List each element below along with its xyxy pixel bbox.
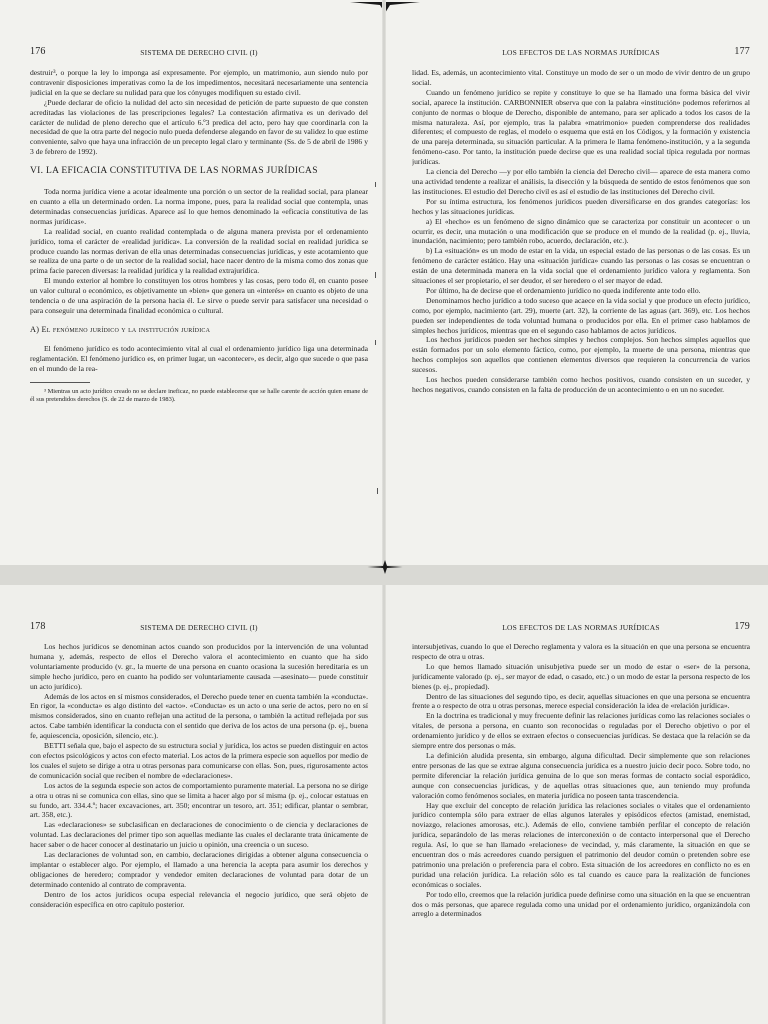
running-head: LOS EFECTOS DE LAS NORMAS JURÍDICAS: [502, 623, 660, 632]
page-number: 177: [734, 46, 750, 57]
crop-mark-middle-icon: [350, 560, 420, 574]
paragraph: Denominamos hecho jurídico a todo suceso que acaece en la vida social y que produce un efecto jurídico, como, por ejemplo, nacimiento (art. 29), muerte (art. 32), la corriente de las aguas (art. 369), etc. Los hechos pueden ser independientes de toda voluntad humana o producidos por ella. En el primer caso hablamos de simples hechos jurídicos, mientras que en el segundo caso hablamos de actos jurídicos.: [412, 295, 750, 335]
paragraph: Dentro de las situaciones del segundo tipo, es decir, aquellas situaciones en que una persona se encuentra frente a o respecto de otra u otras personas, merece especial consideración la idea de «relación jurídica».: [412, 691, 750, 711]
page-number: 176: [30, 46, 46, 57]
paragraph: intersubjetivas, cuando lo que el Derecho reglamenta y valora es la situación en que una persona se encuentra respecto de otra u otras.: [412, 642, 750, 661]
page-number: 179: [734, 621, 750, 632]
page-177: [412, 46, 750, 546]
bottom-spread: [0, 585, 768, 1024]
paragraph: El mundo exterior al hombre lo constituyen los otros hombres y las cosas, pero todo él, en cuanto posee un valor cultural o económico, es objetivamente un «bien» que genera un «interés» en cuanto es objeto de una tendencia o de una aspiración de la persona hacia él. Le sirve o puede servir para satisfacer una necesidad o para conseguir una determinada finalidad económica o cultural.: [30, 276, 368, 315]
page-179: [412, 621, 750, 1024]
running-head: SISTEMA DE DERECHO CIVIL (I): [140, 48, 258, 57]
paragraph: Por último, ha de decirse que el ordenamiento jurídico no queda indiferente ante todo ello.: [426, 285, 701, 295]
gutter: [382, 0, 386, 565]
paragraph: a) El «hecho» es un fenómeno de signo dinámico que se caracteriza por constituir un acontecer o un ocurrir, es decir, una mutación o una modificación que se produce en el mundo de la realidad (p. ej., lluvia, inundación, nacimiento; pero también robo, acuerdo, declaración, etc.).: [412, 216, 750, 246]
paragraph: Los hechos pueden considerarse también como hechos positivos, cuando consisten en un suceder, y hechos negativos, cuando consisten en la falta de producción de un acontecimiento o en un no suceder.: [412, 375, 750, 394]
paragraph: destruir³, o porque la ley lo imponga así expresamente. Por ejemplo, un matrimonio, aun siendo nulo por contravenir disposiciones imperativas como la de los impedimentos, necesitará necesariamente una sentencia judicial en la que se declare su nulidad para que los cónyuges modifiquen su estado civil.: [30, 68, 368, 97]
paragraph: lidad. Es, además, un acontecimiento vital. Constituye un modo de ser o un modo de vivir dentro de un grupo social.: [412, 68, 750, 87]
page-body: [30, 68, 368, 404]
paragraph: En la doctrina es tradicional y muy frecuente definir las relaciones jurídicas como las relaciones sociales o vitales, de persona a persona, en cuanto son reconocidas o reguladas por el Derecho objetivo o por el ordenamiento jurídico y de ellos se extraen efectos o consecuencias jurídicas. Se destaca que la relación se da siempre entre dos personas o más.: [412, 711, 750, 751]
paragraph: Dentro de los actos jurídicos ocupa especial relevancia el negocio jurídico, que será objeto de consideración específica en otro capítulo posterior.: [30, 889, 368, 909]
paragraph: Además de los actos en sí mismos considerados, el Derecho puede tener en cuenta también la «conducta». En rigor, la «conducta» es algo distinto del «acto». «Conducta» es un acto o una serie de actos, pero no en sí mismos considerados, sino en cuanto reflejan una actitud de la persona, o también la actitud reflejada por sus actos. Cabe también identificar la conducta con el sentido que deriva de los actos de una persona (p. ej., buena fe, aquiescencia, oposición, silencio, etc.).: [30, 691, 368, 741]
paragraph: b) La «situación» es un modo de estar en la vida, un especial estado de las personas o de las cosas. Es un fenómeno de carácter estático. Hay una «situación jurídica» cuando las personas o las cosas se encuentran o están de una determinada manera en la vida social que el ordenamiento jurídico valora y reglamenta. Son situaciones el ser propietario, el ser deudor, el ser heredero o el ser mayor de edad.: [412, 246, 750, 286]
paragraph: Los hechos jurídicos se denominan actos cuando son producidos por la intervención de una voluntad humana y, además, respecto de ellos el Derecho valora el acontecimiento en cuanto que ha sido voluntariamente producido (v. gr., la muerte de una persona en cuanto ocasiona la sucesión hereditaria es un simple hecho jurídico, pero en cuanto ha podido ser voluntariamente causada —asesinato— puede constituir un acto jurídico).: [30, 642, 368, 691]
margin-tick: [375, 182, 376, 187]
margin-tick: [375, 340, 376, 345]
page-178: [30, 621, 368, 1024]
paragraph: Por todo ello, creemos que la relación jurídica puede definirse como una situación en la que se encuentran dos o más personas, que aparece regulada como una unidad por el ordenamiento jurídico, organizándola con arreglo a determinados: [412, 889, 750, 919]
paragraph: Las declaraciones de voluntad son, en cambio, declaraciones dirigidas a obtener alguna consecuencia o implantar o establecer algo. Por ejemplo, el llamado a una herencia la acepta para asumir los derechos y obligaciones de heredero; comprador y vendedor emiten declaraciones de voluntad para dotar de un determinado contenido al contrato de compraventa.: [30, 850, 368, 889]
paragraph: Las «declaraciones» se subclasifican en declaraciones de conocimiento o de ciencia y declaraciones de voluntad. Las declaraciones del primer tipo son aquellas mediante las cuales el declarante trata únicamente de hacer saber o de hacer conocer al destinatario un juicio u opinión, una creencia o un suceso.: [30, 820, 368, 850]
paragraph: Cuando un fenómeno jurídico se repite y constituye lo que se ha llamado una forma básica del vivir social, aparece la institución. CARBONNIER observa que con la palabra «institución» podemos referirnos al conjunto de normas o bloque de Derecho, disponible de antemano, para ser aplicado a todos los casos de la misma naturaleza. Así, por ejemplo, tras la palabra «matrimonio» pueden comprenderse dos realidades diferentes; el compuesto de reglas, el modelo o esquema que está en los Códigos, y la formación y existencia de una pareja determinada, su situación particular. A la primera le llama fenómeno-institución, y a la segunda fenómeno-caso. Por tanto, la institución puede decirse que es una realidad social típica regulada por normas jurídicas.: [412, 87, 750, 167]
margin-tick: [375, 272, 376, 278]
section-heading: VI. LA EFICACIA CONSTITUTIVA DE LAS NORMAS JURÍDICAS: [30, 166, 318, 177]
paragraph: Lo que hemos llamado situación unisubjetiva puede ser un modo de estar o «ser» de la persona, jurídicamente valorado (p. ej., ser mayor de edad, o casado, etc.) o un modo de estar la persona respecto de los bienes (p. ej., propiedad).: [412, 661, 750, 691]
paragraph: El fenómeno jurídico es todo acontecimiento vital al cual el ordenamiento jurídico liga una determinada reglamentación. El fenómeno jurídico es, en primer lugar, un «acontecer», es decir, algo que sucede o que pasa en el mundo de la rea-: [30, 343, 368, 373]
paragraph: BETTI señala que, bajo el aspecto de su estructura social y jurídica, los actos se pueden distinguir en actos con efectos psicológicos y actos con efecto material. Los actos de la primera especie son aquellos por medio de los cuales el sujeto se dirige a otra u otras personas para comunicarse con ellas. Son, pues, rigurosamente actos de comunicación social que reciben el nombre de «declaraciones».: [30, 741, 368, 780]
margin-tick: [377, 488, 378, 494]
page-176: [30, 46, 368, 546]
subsection-title: El fenómeno jurídico y la institución jurídica: [41, 324, 211, 334]
paragraph: La ciencia del Derecho —y por ello también la ciencia del Derecho civil— aparece de esta manera como una actividad tendente a realizar el análisis, la disección y la búsqueda de sentido de estos fenómenos que son las instituciones. El estudio del Derecho civil es así el estudio de las instituciones del Derecho civil.: [412, 167, 750, 196]
footnote: ³ Mientras un acto jurídico creado no se declare ineficaz, no puede establecerse que se halle carente de acción quien emane de él sus pretendidos derechos (S. de 22 de marzo de 1983).: [30, 388, 368, 404]
footnote-divider: [30, 382, 90, 383]
page-header: [412, 46, 750, 60]
running-head: SISTEMA DE DERECHO CIVIL (I): [140, 623, 258, 632]
paragraph: Los hechos jurídicos pueden ser hechos simples y hechos complejos. Son hechos simples aquellos que están formados por un solo elemento fáctico, como, por ejemplo, la muerte de una persona, mientras que hechos complejos son aquellos que contienen elementos diversos que requieren la concurrencia de varios sucesos.: [412, 335, 750, 375]
page-header: [30, 46, 368, 60]
page-header: [30, 621, 368, 635]
paragraph: La definición aludida presenta, sin embargo, alguna dificultad. Decir simplemente que son relaciones entre personas de las que se extrae alguna consecuencia jurídica es a nuestro juicio decir poco. Sobre todo, no permite diferenciar la relación jurídica genuina de lo que son meras formas de contacto social esporádico, aunque con consecuencias jurídicas, y de aquellas otras situaciones que, aun teniendo muy profunda valoración como fenómenos sociales, en materia jurídica no poseen tanta trascendencia.: [412, 750, 750, 800]
paragraph: Por su íntima estructura, los fenómenos jurídicos pueden diversificarse en dos grandes categorías: los hechos y las situaciones jurídicas.: [412, 196, 750, 216]
paragraph: Toda norma jurídica viene a acotar idealmente una porción o un sector de la realidad social, para planear en cuanto a ella un determinado orden. La norma impone, pues, para la realidad social que contempla, unas determinadas consecuencias jurídicas. Aparece así lo que hemos denominado la «eficacia constitutiva de las normas jurídicas».: [30, 187, 368, 226]
subsection-letter: A): [30, 324, 40, 334]
page-body: [412, 68, 750, 395]
gutter: [382, 585, 386, 1024]
subsection-heading: [30, 325, 368, 335]
page-number: 178: [30, 621, 46, 632]
paragraph: ¿Puede declarar de oficio la nulidad del acto sin necesidad de petición de parte supuesto de que consten acreditadas las violaciones de las prescripciones legales? La contestación afirmativa es un derivado del carácter de nulidad de pleno derecho que el artículo 6.º3 predica del acto, pero hay que coordinarla con la necesidad de que la otra parte del negocio nulo pueda defenderse alegando en favor de su validez lo que estime conveniente, salvo que haya una infracción de un precepto legal claro y terminante (Ss. de 5 de abril de 1986 y 3 de febrero de 1992).: [30, 97, 368, 157]
running-head: LOS EFECTOS DE LAS NORMAS JURÍDICAS: [502, 48, 660, 57]
page-body: [412, 642, 750, 919]
page-body: [30, 642, 368, 909]
page-header: [412, 621, 750, 635]
paragraph: Hay que excluir del concepto de relación jurídica las relaciones sociales o vitales que el ordenamiento jurídico contempla sólo para extraer de ellas algunos laterales y episódicos efectos (amistad, enemistad, noviazgo, relaciones amorosas, etc.). Además de ello, conviene también perfilar el concepto de relación jurídica, separándolo de las meras relaciones de interconexión o de contacto interpersonal que el Derecho regula. Así, lo que se han llamado «relaciones» de vecindad, y, más claramente, la situación en que se encuentran dos o más acreedores cuando persiguen el patrimonio del deudor común o pretenden sobre ese patrimonio una prelación o preferencia para el cobro. Esta situación de los acreedores en conflicto no es en puridad una relación jurídica. La relación sólo es tal cuando es cauce para la realización de funciones económicas o sociales.: [412, 800, 750, 889]
paragraph: La realidad social, en cuanto realidad contemplada o de alguna manera prevista por el ordenamiento jurídico, toma el carácter de «realidad jurídica». La conversión de la realidad social en realidad jurídica se produce cuando las normas derivan de ella unas determinadas consecuencias jurídicas, y este acotamiento que se realiza de una parte o de un sector de la realidad social, hace nacer dentro de la misma como dos zonas que prima facie parecen diversas: la realidad jurídica y la realidad extrajurídica.: [30, 226, 368, 276]
paragraph: Los actos de la segunda especie son actos de comportamiento puramente material. La persona no se dirige a otra u otras ni se comunica con ellas, sino que se limita a hacer algo por sí misma (p. ej., colocar estatuas en su fundo, art. 334.4.º; hacer excavaciones, art. 350; encontrar un tesoro, art. 351; edificar, plantar o sembrar, art. 358, etc.).: [30, 780, 368, 820]
